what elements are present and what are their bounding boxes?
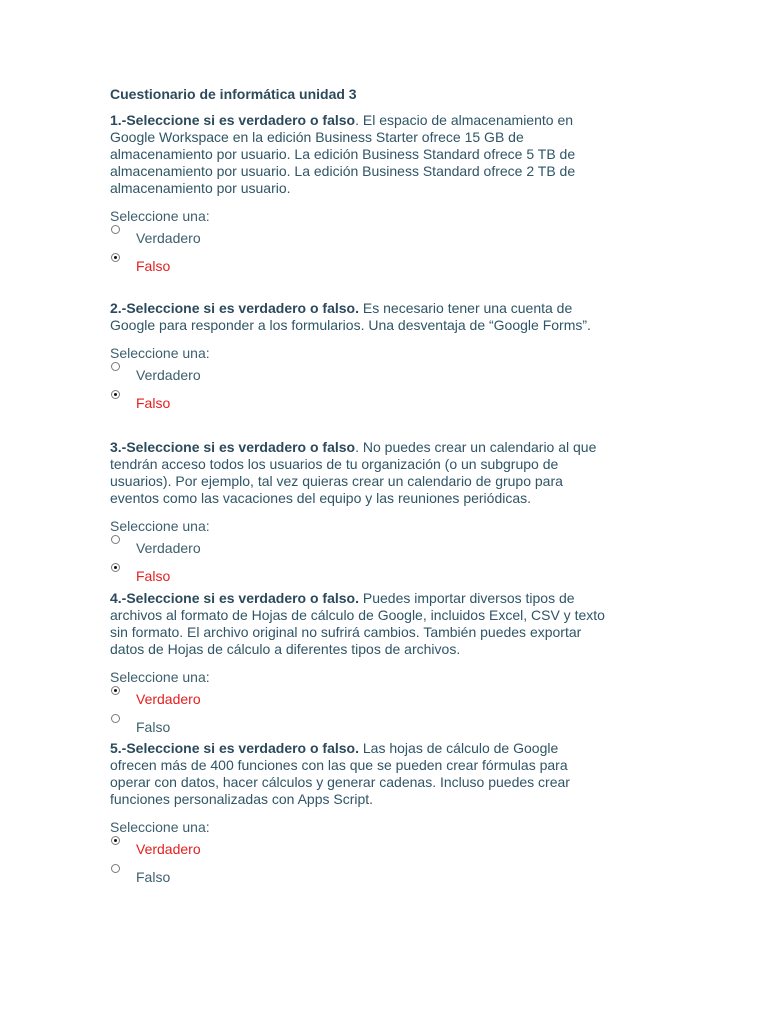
question-2 [110,300,670,418]
option-label: Falso [136,869,171,885]
question-5 [110,740,670,892]
radio-button[interactable] [111,535,120,544]
question-lead: 4.-Seleccione si es verdadero o falso. [110,590,359,606]
option-label: Falso [136,395,171,411]
option-label: Verdadero [136,691,201,707]
question-line: tendrán acceso todos los usuarios de tu organización (o un subgrupo de [110,456,559,472]
question-line: ofrecen más de 400 funciones con las que se pueden crear fórmulas para [110,757,568,773]
select-one-prompt: Seleccione una: [110,208,210,224]
question-line: Es necesario tener una cuenta de [359,300,573,316]
radio-button[interactable] [111,225,120,234]
answer-option-falso[interactable] [110,864,670,892]
option-label: Verdadero [136,367,201,383]
question-line: usuarios). Por ejemplo, tal vez quieras crear un calendario de grupo para [110,473,563,489]
question-lead: 1.-Seleccione si es verdadero o falso [110,112,356,128]
answer-option-verdadero[interactable] [110,535,670,563]
select-one-prompt: Seleccione una: [110,669,210,685]
question-line: Puedes importar diversos tipos de [359,590,575,606]
answer-option-falso[interactable] [110,714,670,742]
answer-option-falso[interactable] [110,563,670,591]
answer-option-verdadero[interactable] [110,362,670,390]
question-3 [110,439,670,591]
question-line: sin formato. El archivo original no sufrirá cambios. También puedes exportar [110,624,582,640]
option-label: Verdadero [136,841,201,857]
question-line: archivos al formato de Hojas de cálculo de Google, incluidos Excel, CSV y texto [110,607,605,623]
question-lead: 5.-Seleccione si es verdadero o falso. [110,740,359,756]
select-one-prompt: Seleccione una: [110,819,210,835]
question-line: operar con datos, hacer cálculos y generar cadenas. Incluso puedes crear [110,774,570,790]
question-text [110,740,670,808]
question-4 [110,590,670,742]
option-label: Verdadero [136,540,201,556]
question-1 [110,112,670,281]
question-text [110,590,670,658]
radio-button[interactable] [111,253,120,262]
question-text [110,112,670,197]
radio-button[interactable] [111,563,120,572]
radio-button[interactable] [111,714,120,723]
select-one-prompt: Seleccione una: [110,345,210,361]
question-line: almacenamiento por usuario. La edición Business Standard ofrece 2 TB de [110,163,576,179]
question-line: Google Workspace en la edición Business Starter ofrece 15 GB de [110,129,524,145]
radio-button[interactable] [111,864,120,873]
select-one-prompt: Seleccione una: [110,518,210,534]
answer-option-verdadero[interactable] [110,686,670,714]
question-line: datos de Hojas de cálculo a diferentes tipos de archivos. [110,641,461,657]
answer-option-verdadero[interactable] [110,225,670,253]
question-lead: 3.-Seleccione si es verdadero o falso [110,439,356,455]
question-line: . El espacio de almacenamiento en [355,112,574,128]
radio-button[interactable] [111,686,120,695]
option-label: Falso [136,258,171,274]
answer-option-falso[interactable] [110,253,670,281]
question-line: . No puedes crear un calendario al que [355,439,597,455]
question-line: Las hojas de cálculo de Google [359,740,559,756]
question-text [110,439,670,507]
question-line: almacenamiento por usuario. La edición Business Standard ofrece 5 TB de [110,146,576,162]
option-label: Verdadero [136,230,201,246]
option-label: Falso [136,719,171,735]
question-text [110,300,670,334]
radio-button[interactable] [111,362,120,371]
question-lead: 2.-Seleccione si es verdadero o falso. [110,300,359,316]
question-line: Google para responder a los formularios. Una desventaja de “Google Forms”. [110,317,591,333]
radio-button[interactable] [111,836,120,845]
question-line: funciones personalizadas con Apps Script. [110,791,374,807]
question-line: almacenamiento por usuario. [110,180,291,196]
answer-option-verdadero[interactable] [110,836,670,864]
answer-option-falso[interactable] [110,390,670,418]
option-label: Falso [136,568,171,584]
page-title: Cuestionario de informática unidad 3 [110,86,357,102]
radio-button[interactable] [111,390,120,399]
question-line: eventos como las vacaciones del equipo y las reuniones periódicas. [110,490,532,506]
